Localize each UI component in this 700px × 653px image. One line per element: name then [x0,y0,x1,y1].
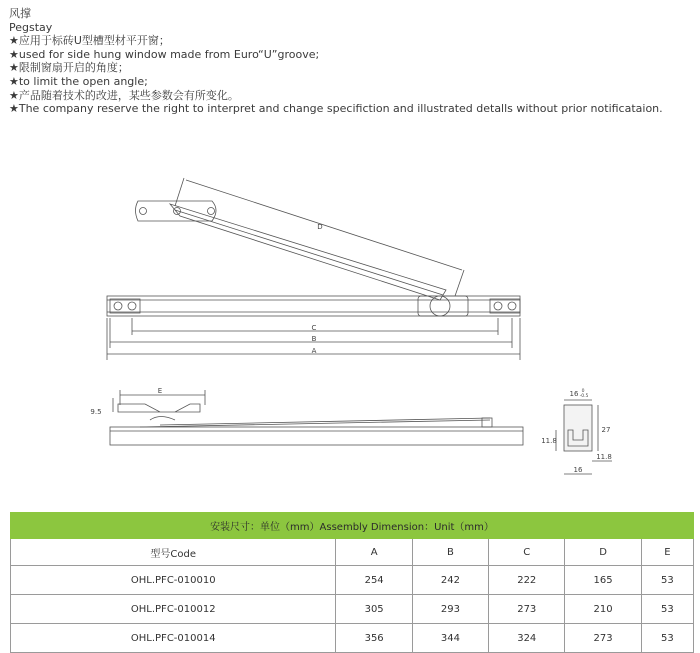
cell-d: 273 [565,624,641,653]
cell-e: 53 [641,595,693,624]
table-header-row [11,539,694,566]
dim-label-27: 27 [601,426,611,434]
technical-drawing [0,160,700,500]
cell-d: 210 [565,595,641,624]
feature-line: ★used for side hung window made from Euro“U”groove; [9,47,320,61]
cell-code: OHL.PFC-010012 [11,595,336,624]
dim-label-c: C [311,324,317,332]
table-title-row [11,513,694,539]
dim-label-d: D [317,223,323,231]
dim-label-16: 16 [573,466,583,474]
feature-line: ★产品随着技术的改进，某些参数会有所变化。 [9,88,239,102]
cell-a: 305 [336,595,412,624]
header-d: D [565,539,641,566]
header-code: 型号Code [11,539,336,566]
intro-text [9,7,663,116]
feature-line: ★限制窗扇开启的角度； [9,61,129,75]
dim-label-e: E [157,387,163,395]
table-row [11,595,694,624]
cell-code: OHL.PFC-010014 [11,624,336,653]
table-row [11,566,694,595]
cell-e: 53 [641,566,693,595]
cell-a: 356 [336,624,412,653]
cell-b: 293 [412,595,488,624]
cell-e: 53 [641,624,693,653]
dim-label-a: A [311,347,317,355]
cell-a: 254 [336,566,412,595]
header-c: C [489,539,565,566]
table-row [11,624,694,653]
cell-c: 222 [489,566,565,595]
header-a: A [336,539,412,566]
feature-line: ★to limit the open angle; [9,74,148,88]
cell-b: 242 [412,566,488,595]
table-title: 安装尺寸：单位（mm）Assembly Dimension：Unit（mm） [11,513,694,539]
dim-label-16-top: 16 [569,390,579,398]
title-zh: 风撑 [9,7,31,20]
header-e: E [641,539,693,566]
header-b: B [412,539,488,566]
dim-label-11-8-right: 11.8 [596,453,612,461]
dim-label-11-8-left: 11.8 [541,437,557,445]
cell-b: 344 [412,624,488,653]
cell-code: OHL.PFC-010010 [11,566,336,595]
spec-table [10,512,694,653]
dim-label-9-5: 9.5 [90,408,102,416]
feature-line: ★应用于标砖U型槽型材平开窗； [9,34,170,48]
title-en: Pegstay [9,20,53,34]
cell-d: 165 [565,566,641,595]
tol-minus: -0.5 [579,394,589,399]
tol-plus: 0 [581,389,585,394]
dim-label-b: B [311,335,317,343]
cell-c: 324 [489,624,565,653]
cell-c: 273 [489,595,565,624]
feature-line: ★The company reserve the right to interpret and change specifiction and illustrated detalls without prior notificataion. [9,102,663,116]
